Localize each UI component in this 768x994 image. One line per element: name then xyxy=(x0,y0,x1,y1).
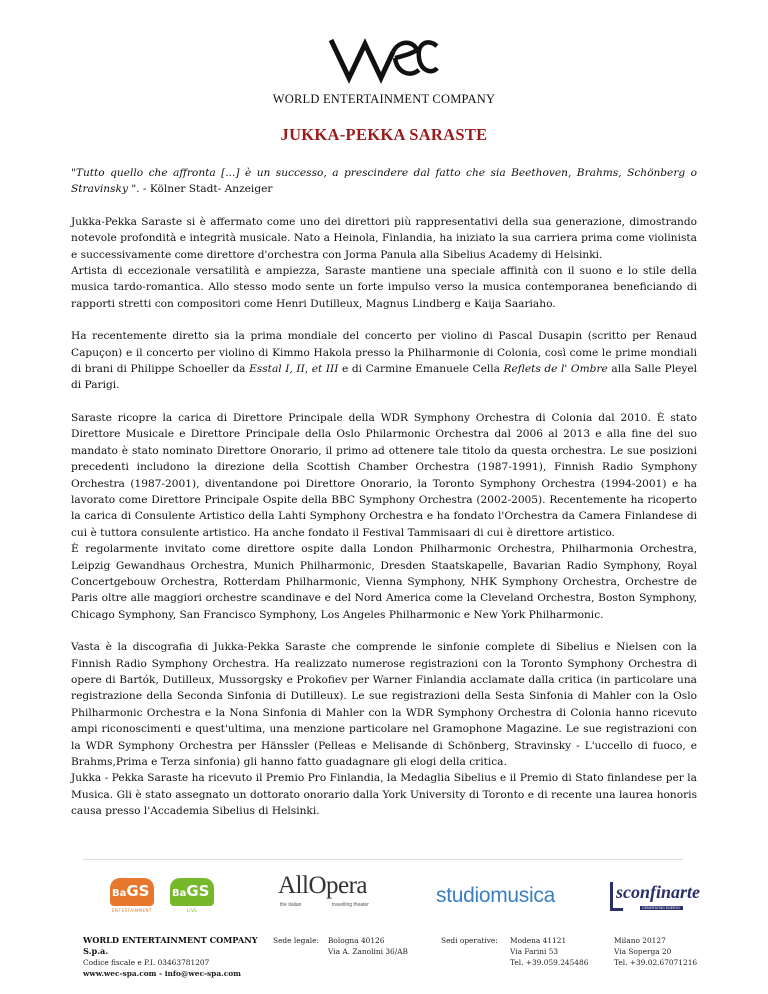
paragraph-discography: Vasta è la discografia di Jukka-Pekka Saraste che comprende le sinfonie complete di Sibelius e Nielsen con la Finnish Radio Symphony Orchestra. Ha realizzato numerose registrazioni con la Toronto Symphony Orchestra di opere di Bartók, Dutilleux, Mussorgsky e Prokofiev per Warner Finlandia acclamate dalla critica (in particolare una registrazione della Seconda Sinfonia di Dutilleux). Le sue registrazioni della Sesta Sinfonia di Mahler con la Oslo Philharmonic Orchestra e la Nona Sinfonia di Mahler con la WDR Symphony Orchestra di Colonia hanno ricevuto ampi riconoscimenti e quest'ultima, una menzione particolare nel Gramophone Magazine. Le sue registrazioni con la WDR Symphony Orchestra per Hänssler (Pelleas e Melisande di Schönberg, Stravinsky - L'uccello di fuoco, e Brahms,Prima e Terza sinfonia) gli hanno fatto guadagnare gli elogi della critica. xyxy=(71,641,697,768)
studiomusica-text: studiomusica xyxy=(436,884,555,907)
paragraph-positions: Saraste ricopre la carica di Direttore Principale della WDR Symphony Orchestra di Colonia dal 2010. È stato Direttore Musicale e Direttore Principale della Oslo Philarmonic Orchestra dal 2006 al 2013 e alla fine del suo mandato è stato nominato Direttore Onorario, il primo ad ottenere tale titolo da questa orchestra. Le sue posizioni precedenti includono la direzione della Scottish Chamber Orchestra (1987-1991), Finnish Radio Symphony Orchestra (1987-2001), diventandone poi Direttore Onorario, la Toronto Symphony Orchestra (1994-2001) e ha lavorato come Direttore Principale Ospite della BBC Symphony Orchestra (2002-2005). Recentemente ha ricoperto la carica di Consulente Artistico della Lahti Symphony Orchestra e ha fondato l'Orchestra da Camera Finlandese di cui è tuttora consulente artistico. Ha anche fondato il Festival Tammisaari di cui è direttore artistico. xyxy=(71,411,697,539)
bags1-gs: GS xyxy=(126,882,150,900)
bags2-ba: Ba xyxy=(172,888,187,899)
paragraph-intro: Jukka-Pekka Saraste si è affermato come uno dei direttori più rappresentativi della sua generazione, dimostrando notevole profondità e integrità musicale. Nato a Heinola, Finlandia, ha iniziato la sua carriera prima come violinista e successivamente come direttore d'orchestra con Jorma Panula alla Sibelius Academy di Helsinki. xyxy=(71,215,697,261)
footer-web: www.wec-spa.com - info@wec-spa.com xyxy=(83,969,241,978)
studiomusica-logo xyxy=(436,884,576,908)
footer-company-block xyxy=(83,935,263,979)
quote-text: Tutto quello che affronta [...] è un successo, a prescindere dal fatto che sia Beethoven, Brahms, Schönberg o Stravinsky xyxy=(71,167,697,196)
footer-legal-address xyxy=(328,935,428,957)
p2-text-2: e di Carmine Emanuele Cella xyxy=(338,363,504,376)
footer-legal-street: Via A. Zanolini 36/AB xyxy=(328,947,408,956)
footer-ops-label: Sedi operative: xyxy=(441,936,498,945)
quote-source: ". - Kölner Stadt- Anzeiger xyxy=(131,183,273,196)
letterhead xyxy=(0,32,768,107)
footer-company: WORLD ENTERTAINMENT COMPANY S.p.a. xyxy=(83,935,258,956)
bags2-sub: LIVE xyxy=(186,908,198,913)
footer-legal-city: Bologna 40126 xyxy=(328,936,385,945)
footer-modena-city: Modena 41121 xyxy=(510,936,567,945)
allopera-sub2: travelling theater xyxy=(332,902,369,908)
p2-italic-work-1: Esstal I, II, et III xyxy=(249,363,339,376)
page-title: JUKKA-PEKKA SARASTE xyxy=(280,125,488,144)
p2-italic-work-2: Reflets de l' Ombre xyxy=(503,363,608,376)
footer-milano-street: Via Soperga 20 xyxy=(614,947,672,956)
paragraph-guest: È regolarmente invitato come direttore ospite dalla London Philharmonic Orchestra, Philharmonia Orchestra, Leipzig Gewandhaus Orchestra, Munich Philharmonic, Dresden Staatskapelle, Bavarian Radio Symphony, Royal Concertgebouw Orchestra, Rotterdam Philharmonic, Vienna Symphony, NHK Symphony Orchestra, Orchestre de Paris oltre alle maggiori orchestre scandinave e del Nord America come la Cleveland Orchestra, Boston Symphony, Chicago Symphony, San Francisco Symphony, Los Angeles Philharmonic e New York Philharmonic. xyxy=(71,543,697,621)
footer-divider xyxy=(83,859,683,860)
p2-text-1: Ha recentemente diretto sia la prima mondiale del concerto per violino di Pascal Dusapin (scritto per Renaud Capuçon) e il concerto per violino di Kimmo Hakola presso la Philharmonie di Colonia, così come le prime mondiali di brani di Philippe Schoeller da xyxy=(71,330,697,376)
p2-text-3: alla Salle Pleyel di Parigi. xyxy=(71,363,698,392)
allopera-main: AllOpera xyxy=(278,872,368,899)
quote-open: " xyxy=(71,167,76,179)
paragraph-awards: Jukka - Pekka Saraste ha ricevuto il Premio Pro Finlandia, la Medaglia Sibelius e il Premio di Stato finlandese per la Musica. Gli è stato assegnato un dottorato onorario dalla York University di Toronto e di recente una laurea honoris causa presso l'Accademia Sibelius di Helsinki. xyxy=(71,772,697,818)
footer-modena-tel: Tel. +39.059.245486 xyxy=(510,958,589,967)
paragraph-style: Artista di eccezionale versatilità e ampiezza, Saraste mantiene una speciale affinità con il suono e lo stile della musica tardo-romantica. Allo stesso modo sente un forte impulso verso la musica contemporanea beneficiando di rapporti stretti con compositori come Henri Dutilleux, Magnus Lindberg e Kaija Saariaho. xyxy=(71,265,697,310)
footer-milano-city: Milano 20127 xyxy=(614,936,666,945)
paragraph-premieres xyxy=(71,328,697,394)
sconfinarte-tag: GENERATING ENERGY xyxy=(642,906,681,910)
bags2-gs: GS xyxy=(186,882,210,900)
wec-logo xyxy=(329,32,439,88)
footer-milano-address xyxy=(614,935,714,968)
bags1-sub: ENTERTAINMENT xyxy=(112,908,152,913)
allopera-logo xyxy=(278,872,398,916)
footer-legal-label: Sede legale: xyxy=(273,936,319,945)
footer-modena-street: Via Farini 53 xyxy=(510,947,559,956)
bags1-ba: Ba xyxy=(112,888,127,899)
quote xyxy=(71,165,697,198)
bags-live-logo xyxy=(164,876,220,920)
document-body xyxy=(71,165,697,836)
bags-entertainment-logo xyxy=(104,876,160,920)
footer-milano-tel: Tel. +39.02.67071216 xyxy=(614,958,698,967)
company-name: WORLD ENTERTAINMENT COMPANY xyxy=(272,92,496,106)
footer-tax: Codice fiscale e P.I. 03463781207 xyxy=(83,958,210,967)
sconfinarte-text: sconfinarte xyxy=(616,882,701,902)
footer-modena-address xyxy=(510,935,600,968)
sconfinarte-logo xyxy=(610,878,710,916)
allopera-sub1: the italian xyxy=(280,902,302,908)
partner-logos xyxy=(0,872,768,920)
